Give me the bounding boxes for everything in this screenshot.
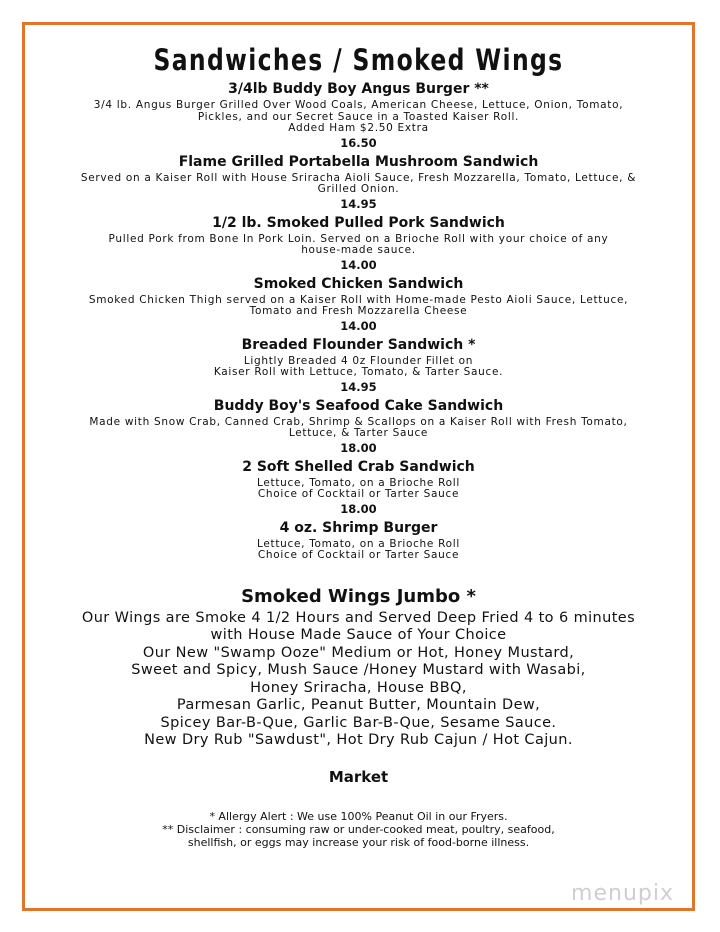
menu-item [25,459,692,516]
item-name: 3/4lb Buddy Boy Angus Burger ** [228,81,489,97]
menu-item [25,337,692,394]
item-description: Lettuce, Tomato, on a Brioche Roll Choice of Cocktail or Tarter Sauce [256,537,460,561]
menu-item [25,520,692,562]
menu-item [25,154,692,211]
item-name: Buddy Boy's Seafood Cake Sandwich [213,397,504,414]
wings-title: Smoked Wings Jumbo * [241,585,476,607]
item-description: Smoked Chicken Thigh served on a Kaiser Roll with Home-made Pesto Aioli Sauce, Lettuce, Tomato and Fresh Mozzarella Cheese [88,293,629,317]
page-title: Sandwiches / Smoked Wings [153,43,564,77]
menu-item [25,398,692,455]
watermark: menupix [571,881,674,906]
wings-description: Our Wings are Smoke 4 1/2 Hours and Served Deep Fried 4 to 6 minutes with House Made Sauce of Your Choice Our New "Swamp Ooze" Medium or Hot, Honey Mustard, Sweet and Spicy, Mush Sauce /Honey Mustard with Wasabi, Honey Sriracha, House BBQ, Parmesan Garlic, Peanut Butter, Mountain Dew, Spicey Bar-B-Que, Garlic Bar-B-Que, Sesame Sauce. New Dry Rub "Sawdust", Hot Dry Rub Cajun / Hot Cajun. [81,609,636,748]
item-name: Smoked Chicken Sandwich [253,275,464,292]
item-name: Breaded Flounder Sandwich * [241,336,476,353]
item-description: 3/4 lb. Angus Burger Grilled Over Wood Coals, American Cheese, Lettuce, Onion, Tomato, Pickles, and our Secret Sauce in a Toasted Kaiser Roll. Added Ham $2.50 Extra [93,99,624,134]
item-name: 2 Soft Shelled Crab Sandwich [242,458,475,475]
item-name: Flame Grilled Portabella Mushroom Sandwich [178,153,539,170]
item-price: 14.95 [340,379,377,394]
item-description: Pulled Pork from Bone In Pork Loin. Served on a Brioche Roll with your choice of any house-made sauce. [108,232,609,256]
item-price: 16.50 [340,135,377,150]
wings-price: Market [328,767,389,786]
item-name: 1/2 lb. Smoked Pulled Pork Sandwich [212,214,505,231]
menu-item [25,81,692,150]
item-price: 18.00 [340,501,377,516]
menu-content [25,25,692,849]
menu-item [25,215,692,272]
item-price: 14.95 [340,196,377,211]
item-price: 14.00 [340,318,377,333]
item-price: 18.00 [340,440,377,455]
item-description: Lettuce, Tomato, on a Brioche Roll Choice of Cocktail or Tarter Sauce [256,476,460,500]
wings-section [25,586,692,786]
item-name: 4 oz. Shrimp Burger [279,519,438,536]
item-description: Lightly Breaded 4 0z Flounder Fillet on Kaiser Roll with Lettuce, Tomato, & Tarter Sauce. [213,354,504,378]
menu-item [25,276,692,333]
item-description: Made with Snow Crab, Canned Crab, Shrimp & Scallops on a Kaiser Roll with Fresh Tomato, Lettuce, & Tarter Sauce [89,415,628,439]
item-price: 14.00 [340,257,377,272]
disclaimer: * Allergy Alert : We use 100% Peanut Oil in our Fryers. ** Disclaimer : consuming raw or under-cooked meat, poultry, seafood, shellfish, or eggs may increase your risk of food-borne illness. [162,809,555,849]
item-description: Served on a Kaiser Roll with House Sriracha Aioli Sauce, Fresh Mozzarella, Tomato, Lettuce, & Grilled Onion. [80,171,637,195]
